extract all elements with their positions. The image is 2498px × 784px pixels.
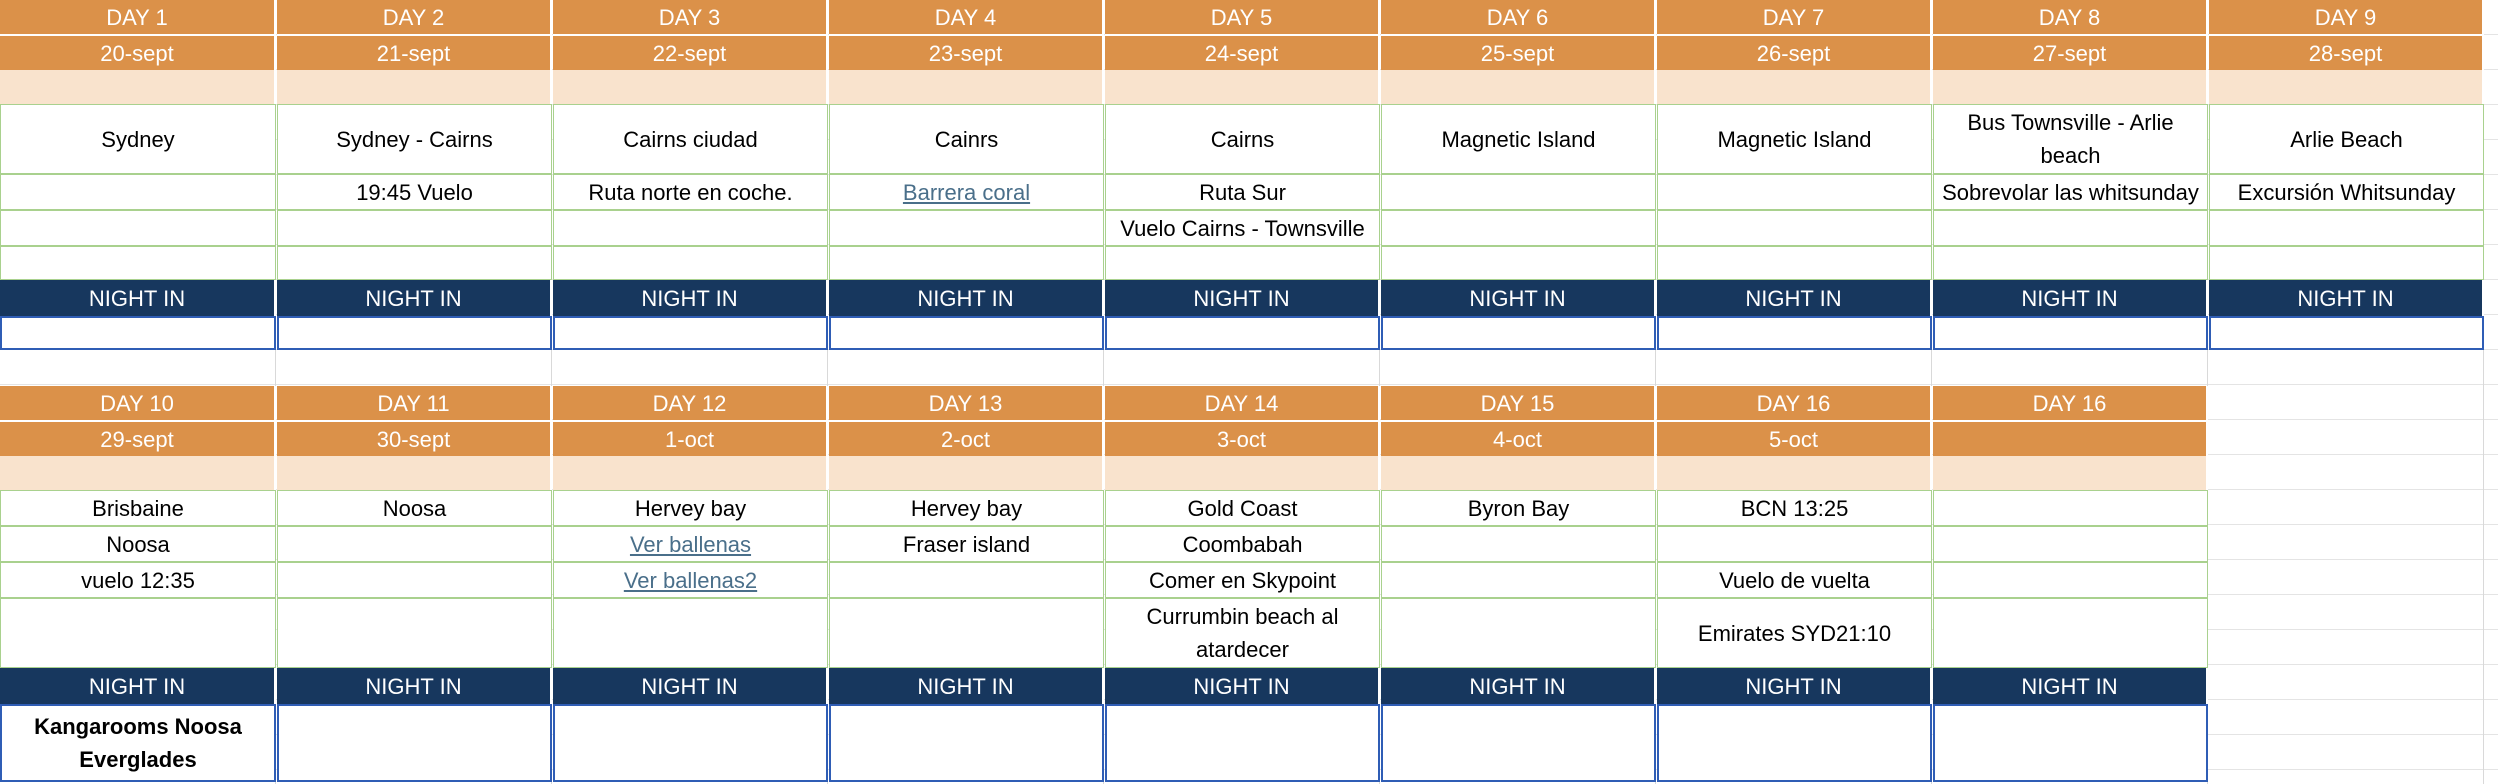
lodging-cell[interactable] [1657, 704, 1932, 782]
cell-text: Sydney - Cairns [336, 126, 493, 152]
cell-text: BCN 13:25 [1740, 495, 1849, 521]
date-cell[interactable] [829, 420, 1104, 456]
night-in-header[interactable] [1657, 668, 1932, 704]
cell-text: NIGHT IN [1193, 285, 1290, 311]
cell-text: DAY 14 [1204, 390, 1279, 416]
cell-text: Coombabah [1182, 531, 1303, 557]
cell-text: NIGHT IN [2297, 285, 2394, 311]
cell-text: Kangarooms Noosa Everglades [34, 714, 242, 772]
cell-text: NIGHT IN [917, 673, 1014, 699]
cell-text: DAY 5 [1210, 4, 1273, 30]
date-cell[interactable] [277, 34, 552, 70]
lodging-cell[interactable] [1933, 316, 2208, 350]
cell-text: Vuelo Cairns - Townsville [1120, 215, 1365, 241]
day-header[interactable] [277, 0, 552, 34]
activity-cell[interactable] [1657, 246, 1932, 280]
cell-text: 3-oct [1217, 426, 1266, 452]
cell-text: Bus Townsville - Arlie beach [1967, 110, 2174, 168]
lodging-cell[interactable] [829, 316, 1104, 350]
activity-cell[interactable] [829, 104, 1104, 174]
cell-text: DAY 1 [106, 4, 168, 30]
date-cell[interactable] [0, 34, 276, 70]
activity-cell[interactable] [0, 104, 276, 174]
night-in-header[interactable] [0, 280, 276, 316]
cell-text: Cairns ciudad [623, 126, 758, 152]
lodging-cell[interactable] [277, 704, 552, 782]
spacer-cell[interactable] [0, 70, 276, 104]
activity-cell[interactable] [829, 562, 1104, 598]
cell-text: Byron Bay [1467, 495, 1570, 521]
lodging-cell[interactable] [553, 316, 828, 350]
cell-text: Fraser island [902, 531, 1031, 557]
activity-cell[interactable] [829, 210, 1104, 246]
date-cell[interactable] [829, 34, 1104, 70]
date-cell[interactable] [0, 420, 276, 456]
cell-text: NIGHT IN [365, 285, 462, 311]
activity-cell[interactable] [829, 526, 1104, 562]
cell-text: DAY 11 [377, 390, 450, 416]
cell-text: Currumbin beach al atardecer [1146, 604, 1339, 662]
spacer-cell[interactable] [1933, 456, 2208, 490]
day-header[interactable] [1381, 0, 1656, 34]
day-header[interactable] [1657, 386, 1932, 420]
night-in-header[interactable] [1381, 280, 1656, 316]
spacer-cell[interactable] [553, 456, 828, 490]
date-cell[interactable] [553, 34, 828, 70]
spacer-cell[interactable] [277, 456, 552, 490]
cell-text: Sobrevolar las whitsunday [1942, 179, 2199, 205]
activity-cell[interactable] [0, 174, 276, 210]
cell-text: 5-oct [1769, 426, 1818, 452]
activity-cell[interactable] [1105, 210, 1380, 246]
cell-text: 25-sept [1480, 40, 1555, 66]
cell-text: NIGHT IN [88, 673, 186, 699]
lodging-cell[interactable] [1381, 316, 1656, 350]
cell-text: 20-sept [100, 40, 174, 66]
cell-text: DAY 2 [382, 4, 445, 30]
lodging-cell[interactable] [1105, 316, 1380, 350]
cell-text: 21-sept [376, 40, 451, 66]
activity-cell[interactable] [1105, 246, 1380, 280]
date-cell[interactable] [2209, 34, 2484, 70]
activity-cell[interactable] [1657, 562, 1932, 598]
cell-text: DAY 4 [934, 4, 997, 30]
cell-text: Emirates SYD21:10 [1697, 620, 1892, 646]
activity-cell[interactable] [1657, 104, 1932, 174]
day-header[interactable] [553, 386, 828, 420]
date-cell[interactable] [1657, 34, 1932, 70]
activity-cell[interactable] [1381, 526, 1656, 562]
cell-text: DAY 15 [1480, 390, 1555, 416]
activity-cell[interactable] [553, 246, 828, 280]
activity-cell[interactable] [1933, 174, 2208, 210]
spacer-cell[interactable] [829, 456, 1104, 490]
spacer-cell[interactable] [1933, 70, 2208, 104]
date-cell[interactable] [1105, 34, 1380, 70]
spacer-cell[interactable] [1105, 456, 1380, 490]
cell-text: Ruta Sur [1199, 179, 1286, 205]
night-in-header[interactable] [1657, 280, 1932, 316]
cell-text: Ruta norte en coche. [588, 179, 793, 205]
night-in-header[interactable] [1381, 668, 1656, 704]
activity-cell[interactable] [553, 104, 828, 174]
activity-cell[interactable] [553, 562, 828, 598]
activity-cell[interactable] [1381, 598, 1656, 668]
cell-text: 22-sept [652, 40, 727, 66]
cell-text: Comer en Skypoint [1148, 567, 1337, 593]
day-header[interactable] [1105, 386, 1380, 420]
activity-cell[interactable] [1105, 562, 1380, 598]
activity-cell[interactable] [1933, 526, 2208, 562]
activity-cell[interactable] [1933, 598, 2208, 668]
cell-text: Brisbaine [92, 495, 184, 521]
night-in-header[interactable] [553, 280, 828, 316]
cell-text: Noosa [382, 495, 447, 521]
activity-cell[interactable] [277, 490, 552, 526]
cell-text: NIGHT IN [2021, 673, 2118, 699]
date-cell[interactable] [277, 420, 552, 456]
cell-text: NIGHT IN [88, 285, 186, 311]
night-in-header[interactable] [1933, 668, 2208, 704]
activity-cell[interactable] [0, 246, 276, 280]
cell-text: DAY 10 [100, 390, 174, 416]
spacer-cell[interactable] [829, 70, 1104, 104]
cell-text: Noosa [106, 531, 170, 557]
activity-cell[interactable] [1105, 490, 1380, 526]
activity-cell[interactable] [0, 562, 276, 598]
cell-text: Gold Coast [1187, 495, 1298, 521]
activity-cell[interactable] [0, 598, 276, 668]
night-in-header[interactable] [829, 280, 1104, 316]
day-header[interactable] [553, 0, 828, 34]
activity-cell[interactable] [1657, 526, 1932, 562]
activity-cell[interactable] [1381, 174, 1656, 210]
day-header[interactable] [277, 386, 552, 420]
activity-cell[interactable] [1657, 174, 1932, 210]
cell-text: 2-oct [941, 426, 990, 452]
day-header[interactable] [2209, 0, 2484, 34]
cell-text: DAY 9 [2314, 4, 2377, 30]
cell-text: Hervey bay [634, 495, 747, 521]
lodging-cell[interactable] [2209, 316, 2484, 350]
activity-cell[interactable] [1381, 104, 1656, 174]
activity-cell[interactable] [2209, 104, 2484, 174]
cell-text: 4-oct [1493, 426, 1542, 452]
cell-text: DAY 6 [1486, 4, 1549, 30]
cell-text: Excursión Whitsunday [2237, 179, 2456, 205]
cell-text: Hervey bay [910, 495, 1023, 521]
lodging-cell[interactable] [829, 704, 1104, 782]
cell-text: NIGHT IN [365, 673, 462, 699]
hyperlink[interactable]: Ver ballenas2 [623, 567, 758, 593]
cell-text: NIGHT IN [641, 673, 738, 699]
spacer-cell[interactable] [1657, 70, 1932, 104]
cell-text: DAY 3 [658, 4, 721, 30]
activity-cell[interactable] [553, 598, 828, 668]
cell-text: DAY 7 [1762, 4, 1825, 30]
activity-cell[interactable] [553, 174, 828, 210]
activity-cell[interactable] [829, 490, 1104, 526]
date-cell[interactable] [1105, 420, 1380, 456]
activity-cell[interactable] [277, 210, 552, 246]
hyperlink[interactable]: Barrera coral [902, 179, 1031, 205]
activity-cell[interactable] [1933, 210, 2208, 246]
spacer-cell[interactable] [0, 456, 276, 490]
cell-text: NIGHT IN [1469, 285, 1566, 311]
activity-cell[interactable] [2209, 210, 2484, 246]
activity-cell[interactable] [277, 598, 552, 668]
activity-cell[interactable] [1105, 526, 1380, 562]
cell-text: Arlie Beach [2290, 126, 2403, 152]
cell-text: 27-sept [2032, 40, 2107, 66]
day-header[interactable] [0, 386, 276, 420]
spacer-cell[interactable] [553, 70, 828, 104]
activity-cell[interactable] [829, 174, 1104, 210]
date-cell[interactable] [1657, 420, 1932, 456]
lodging-cell[interactable] [1657, 316, 1932, 350]
activity-cell[interactable] [1381, 562, 1656, 598]
cell-text: 26-sept [1756, 40, 1831, 66]
activity-cell[interactable] [1381, 210, 1656, 246]
activity-cell[interactable] [829, 598, 1104, 668]
night-in-header[interactable] [829, 668, 1104, 704]
lodging-cell[interactable] [0, 316, 276, 350]
activity-cell[interactable] [1933, 562, 2208, 598]
cell-text: NIGHT IN [1745, 673, 1842, 699]
activity-cell[interactable] [0, 490, 276, 526]
cell-text: 1-oct [665, 426, 714, 452]
activity-cell[interactable] [1381, 490, 1656, 526]
night-in-header[interactable] [277, 668, 552, 704]
cell-text: Magnetic Island [1441, 126, 1596, 152]
cell-text: 28-sept [2308, 40, 2383, 66]
activity-cell[interactable] [1933, 490, 2208, 526]
cell-text: NIGHT IN [641, 285, 738, 311]
activity-cell[interactable] [1105, 598, 1380, 668]
activity-cell[interactable] [2209, 174, 2484, 210]
cell-text: Vuelo de vuelta [1719, 567, 1870, 593]
cell-text: NIGHT IN [2021, 285, 2118, 311]
activity-cell[interactable] [0, 210, 276, 246]
cell-text: NIGHT IN [1469, 673, 1566, 699]
activity-cell[interactable] [553, 526, 828, 562]
activity-cell[interactable] [829, 246, 1104, 280]
night-in-header[interactable] [277, 280, 552, 316]
cell-text: Sydney [101, 126, 175, 152]
activity-cell[interactable] [1381, 246, 1656, 280]
day-header[interactable] [1105, 0, 1380, 34]
cell-text: DAY 16 [1756, 390, 1831, 416]
activity-cell[interactable] [1105, 174, 1380, 210]
activity-cell[interactable] [277, 104, 552, 174]
night-in-header[interactable] [2209, 280, 2484, 316]
activity-cell[interactable] [277, 526, 552, 562]
activity-cell[interactable] [0, 526, 276, 562]
date-cell[interactable] [1933, 34, 2208, 70]
cell-text: Cairns [1210, 126, 1275, 152]
spacer-cell[interactable] [1381, 456, 1656, 490]
spacer-cell[interactable] [1381, 70, 1656, 104]
cell-text: 29-sept [100, 426, 174, 452]
cell-text: 30-sept [376, 426, 451, 452]
date-cell[interactable] [1933, 420, 2208, 456]
day-header[interactable] [1381, 386, 1656, 420]
cell-text: Cainrs [934, 126, 999, 152]
cell-text: 24-sept [1204, 40, 1279, 66]
cell-text: DAY 12 [652, 390, 727, 416]
night-in-header[interactable] [1105, 668, 1380, 704]
date-cell[interactable] [1381, 34, 1656, 70]
activity-cell[interactable] [277, 562, 552, 598]
activity-cell[interactable] [277, 174, 552, 210]
day-header[interactable] [829, 0, 1104, 34]
activity-cell[interactable] [1933, 104, 2208, 174]
cell-text: 19:45 Vuelo [356, 179, 473, 205]
date-cell[interactable] [1381, 420, 1656, 456]
activity-cell[interactable] [1105, 104, 1380, 174]
day-header[interactable] [1933, 0, 2208, 34]
activity-cell[interactable] [1933, 246, 2208, 280]
night-in-header[interactable] [553, 668, 828, 704]
cell-text: DAY 13 [928, 390, 1003, 416]
date-cell[interactable] [553, 420, 828, 456]
spacer-cell[interactable] [2209, 70, 2484, 104]
cell-text: NIGHT IN [917, 285, 1014, 311]
day-header[interactable] [0, 0, 276, 34]
lodging-cell[interactable] [1105, 704, 1380, 782]
lodging-cell[interactable] [277, 316, 552, 350]
spacer-cell[interactable] [1105, 70, 1380, 104]
day-header[interactable] [1933, 386, 2208, 420]
spacer-cell[interactable] [1657, 456, 1932, 490]
cell-text: NIGHT IN [1745, 285, 1842, 311]
day-header[interactable] [829, 386, 1104, 420]
cell-text: DAY 16 [2032, 390, 2107, 416]
activity-cell[interactable] [2209, 246, 2484, 280]
hyperlink[interactable]: Ver ballenas [629, 531, 752, 557]
cell-text: Magnetic Island [1717, 126, 1872, 152]
night-in-header[interactable] [1933, 280, 2208, 316]
activity-cell[interactable] [1657, 598, 1932, 668]
activity-cell[interactable] [553, 210, 828, 246]
lodging-cell[interactable] [1933, 704, 2208, 782]
night-in-header[interactable] [1105, 280, 1380, 316]
cell-text: 23-sept [928, 40, 1003, 66]
lodging-cell[interactable] [0, 704, 276, 782]
lodging-cell[interactable] [1381, 704, 1656, 782]
activity-cell[interactable] [1657, 210, 1932, 246]
night-in-header[interactable] [0, 668, 276, 704]
day-header[interactable] [1657, 0, 1932, 34]
cell-text: DAY 8 [2038, 4, 2101, 30]
activity-cell[interactable] [277, 246, 552, 280]
cell-text: NIGHT IN [1193, 673, 1290, 699]
cell-text: vuelo 12:35 [81, 567, 195, 593]
activity-cell[interactable] [553, 490, 828, 526]
lodging-cell[interactable] [553, 704, 828, 782]
spacer-cell[interactable] [277, 70, 552, 104]
activity-cell[interactable] [1657, 490, 1932, 526]
